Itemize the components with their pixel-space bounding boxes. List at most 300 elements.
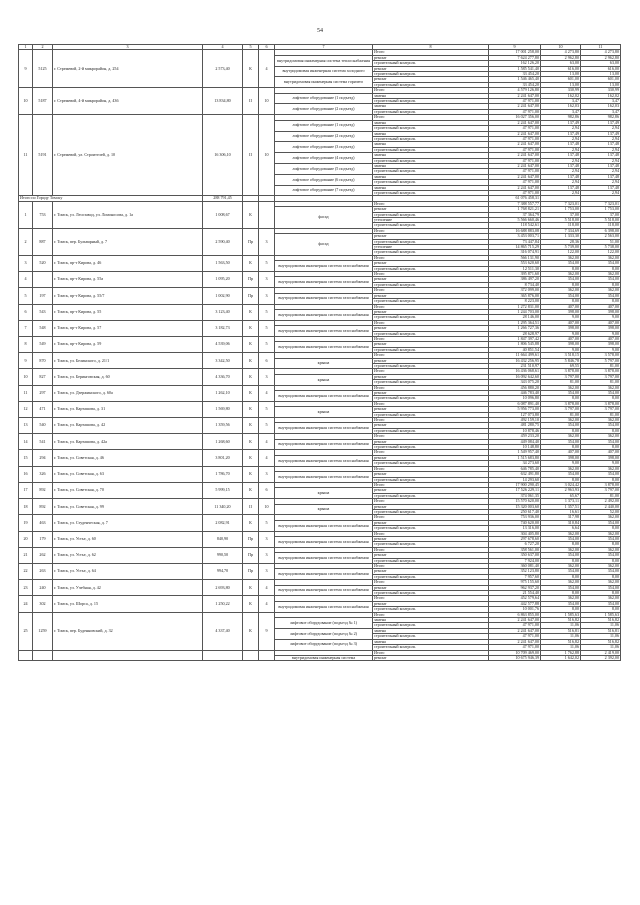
amount-cell: 753 936,00 — [489, 515, 541, 520]
limit-cost-cell: 354,00 — [581, 585, 621, 590]
cost-item-cell: ремонт — [373, 504, 489, 509]
amount-cell: 10 001,76 — [489, 607, 541, 612]
unit-cost-cell: 1 373,11 — [541, 499, 581, 504]
amount-cell: 47 971,00 — [489, 169, 541, 174]
category-cell — [243, 650, 259, 661]
unit-cost-cell: 362,00 — [541, 272, 581, 277]
limit-cost-cell: 407,00 — [581, 320, 621, 325]
amount-cell: 47 971,00 — [489, 126, 541, 131]
cost-item-cell: Итого — [373, 353, 489, 358]
row-number-cell: 13 — [19, 418, 33, 434]
work-type-cell: внутридомовая инженерная система газоснабжения — [275, 277, 373, 288]
row-number-cell: 9 — [19, 50, 33, 88]
floors-cell: 3 — [259, 466, 275, 482]
row-number-cell: 4 — [19, 272, 33, 288]
column-number: 6 — [259, 45, 275, 50]
amount-cell: 1 546 465,40 — [489, 77, 541, 82]
house-id-cell: 5191 — [33, 115, 53, 196]
amount-cell: 449 084,40 — [489, 439, 541, 444]
limit-cost-cell: 8,00 — [581, 282, 621, 287]
cost-item-cell: Итого — [373, 369, 489, 374]
limit-cost-cell: 7 323,01 — [581, 201, 621, 206]
floors-cell: 5 — [259, 401, 275, 417]
limit-cost-cell: 616,00 — [581, 66, 621, 71]
cost-item-cell: утепление — [373, 218, 489, 223]
house-id-cell: 297 — [33, 385, 53, 401]
category-cell: II — [243, 88, 259, 115]
unit-cost-cell: 137,48 — [541, 174, 581, 179]
unit-cost-cell: 37,00 — [541, 212, 581, 217]
work-type-cell: внутридомовая инженерная система газоснабжения — [275, 455, 373, 466]
floors-cell: 4 — [259, 434, 275, 450]
limit-cost-cell: 162,03 — [581, 104, 621, 109]
house-id-cell — [33, 650, 53, 661]
cost-item-cell: ремонт — [373, 234, 489, 239]
row-number-cell: 10 — [19, 88, 33, 115]
cost-item-cell: строительный контроль — [373, 623, 489, 628]
cost-item-cell: строительный контроль — [373, 574, 489, 579]
limit-cost-cell: 362,00 — [581, 515, 621, 520]
cost-item-cell: строительный контроль — [373, 190, 489, 195]
cost-item-cell: строительный контроль — [373, 82, 489, 87]
house-id-cell: 197 — [33, 288, 53, 304]
work-type-cell: лифтовое оборудование (1 подъезд) — [275, 93, 373, 104]
category-cell: Пр — [243, 228, 259, 255]
work-type-cell: внутридомовая инженерная система холодного — [275, 66, 373, 77]
unit-cost-cell: 8,00 — [541, 396, 581, 401]
amount-cell: 28 628,97 — [489, 331, 541, 336]
amount-cell: 231 510,97 — [489, 363, 541, 368]
amount-cell: 17 001 258,00 — [489, 50, 541, 55]
amount-cell: 2 241 647,00 — [489, 639, 541, 644]
limit-cost-cell: 162,02 — [581, 93, 621, 98]
limit-cost-cell: 137,49 — [581, 120, 621, 125]
cost-item-cell: Итого — [373, 547, 489, 552]
cost-item-cell: ремонт — [373, 293, 489, 298]
area-cell: 1 002,90 — [203, 288, 243, 304]
amount-cell: 481 280,75 — [489, 423, 541, 428]
address-cell: г. Стрежевой, 4-й микрорайон, д. 436 — [53, 88, 203, 115]
amount-cell: 40 851,54 — [489, 347, 541, 352]
amount-cell: 2 241 647,00 — [489, 93, 541, 98]
row-number-cell: 19 — [19, 515, 33, 531]
limit-cost-cell: 2 962,80 — [581, 55, 621, 60]
cost-item-cell: строительный контроль — [373, 136, 489, 141]
work-type-cell: лифтовое оборудование (подъезд № 1) — [275, 618, 373, 629]
cost-item-cell: строительный контроль — [373, 158, 489, 163]
house-id-cell: 887 — [33, 228, 53, 255]
unit-cost-cell: 81,00 — [541, 380, 581, 385]
unit-cost-cell: 7 334,69 — [541, 228, 581, 233]
limit-cost-cell: 354,00 — [581, 520, 621, 525]
amount-cell: 456 880,20 — [489, 385, 541, 390]
limit-cost-cell: 5 518,00 — [581, 218, 621, 223]
area-cell: 2 573,40 — [203, 50, 243, 88]
limit-cost-cell: 2,94 — [581, 136, 621, 141]
cost-item-cell: строительный контроль — [373, 99, 489, 104]
house-id-cell: 471 — [33, 401, 53, 417]
row-number-cell: 5 — [19, 288, 33, 304]
area-cell: 994,70 — [203, 564, 243, 580]
house-id-cell: 262 — [33, 547, 53, 563]
unit-cost-cell: 5 846,78 — [541, 358, 581, 363]
amount-cell: 386 497,20 — [489, 277, 541, 282]
limit-cost-cell: 3 878,00 — [581, 401, 621, 406]
limit-cost-cell: 362,00 — [581, 434, 621, 439]
cost-item-cell: строительный контроль — [373, 493, 489, 498]
unit-cost-cell: 3 797,00 — [541, 407, 581, 412]
work-type-cell: фасад — [275, 207, 373, 229]
cost-item-cell: ремонт — [373, 553, 489, 558]
category-cell: К — [243, 596, 259, 612]
amount-cell: 47 971,00 — [489, 109, 541, 114]
house-id-cell: 541 — [33, 434, 53, 450]
unit-cost-cell: 354,00 — [541, 585, 581, 590]
work-type-cell: фасад — [275, 234, 373, 256]
limit-cost-cell: 2,94 — [581, 126, 621, 131]
work-type-cell: внутридомовая инженерная система газоснабжения — [275, 601, 373, 612]
area-cell: 4 539,06 — [203, 336, 243, 352]
unit-cost-cell: 162,03 — [541, 104, 581, 109]
unit-cost-cell: 13,00 — [541, 82, 581, 87]
category-cell: К — [243, 434, 259, 450]
address-cell: г. Томск, ул. Устье, д. 62 — [53, 547, 203, 563]
column-number: 9 — [489, 45, 541, 50]
amount-cell: 2 241 647,00 — [489, 104, 541, 109]
limit-cost-cell: 362,00 — [581, 531, 621, 536]
unit-cost-cell: 8,00 — [541, 574, 581, 579]
unit-cost-cell: 3 024,42 — [541, 482, 581, 487]
amount-cell: 34 273,60 — [489, 461, 541, 466]
cost-item-cell: Итого — [373, 418, 489, 423]
amount-cell: 47 971,00 — [489, 136, 541, 141]
unit-cost-cell: 407,00 — [541, 450, 581, 455]
limit-cost-cell: 9,00 — [581, 315, 621, 320]
limit-cost-cell: 81,00 — [581, 380, 621, 385]
unit-cost-cell: 354,00 — [541, 536, 581, 541]
limit-cost-cell: 2 440,00 — [581, 504, 621, 509]
unit-cost-cell: 362,00 — [541, 596, 581, 601]
amount-cell: 10 878,46 — [489, 428, 541, 433]
cost-item-cell: Итого — [373, 88, 489, 93]
amount-cell: 17 900 290,45 — [489, 482, 541, 487]
floors-cell: 10 — [259, 115, 275, 196]
limit-cost-cell: 2 563,00 — [581, 234, 621, 239]
cost-item-cell: Итого — [373, 272, 489, 277]
unit-cost-cell: 407,00 — [541, 304, 581, 309]
cost-item-cell: замена — [373, 142, 489, 147]
unit-cost-cell: 137,49 — [541, 120, 581, 125]
limit-cost-cell: 52,00 — [581, 509, 621, 514]
limit-cost-cell: 354,00 — [581, 601, 621, 606]
cost-item-cell: строительный контроль — [373, 428, 489, 433]
work-type-cell: лифтовое оборудование (5 подъезд) — [275, 163, 373, 174]
column-number: 7 — [275, 45, 373, 50]
work-type-cell: внутридомовая инженерная система газоснабжения — [275, 423, 373, 434]
area-cell: 1 250,22 — [203, 596, 243, 612]
limit-cost-cell: 2 392,00 — [581, 655, 621, 660]
cost-item-cell: Итого — [373, 466, 489, 471]
cost-item-cell: утепление — [373, 245, 489, 250]
house-id-cell: 549 — [33, 336, 53, 352]
cost-item-cell: ремонт — [373, 66, 489, 71]
amount-cell: 16 432 256,95 — [489, 358, 541, 363]
cost-item-cell: Итого — [373, 564, 489, 569]
limit-cost-cell: 137,48 — [581, 142, 621, 147]
cost-item-cell: Итого — [373, 580, 489, 585]
unit-cost-cell: 354,00 — [541, 293, 581, 298]
house-id-cell: 5187 — [33, 88, 53, 115]
limit-cost-cell: 13,00 — [581, 72, 621, 77]
area-cell: 1 095,20 — [203, 272, 243, 288]
amount-cell: 33 454,20 — [489, 82, 541, 87]
floors-cell: 3 — [259, 369, 275, 385]
column-number: 10 — [541, 45, 581, 50]
limit-cost-cell: 3,47 — [581, 99, 621, 104]
work-type-cell: внутридомовая инженерная система газоснабжения — [275, 553, 373, 564]
work-type-cell: лифтовое оборудование (2 подъезд) — [275, 131, 373, 142]
limit-cost-cell: 982,86 — [581, 115, 621, 120]
cost-item-cell: Итого — [373, 515, 489, 520]
work-type-cell: внутридомовая инженерная система газоснабжения — [275, 293, 373, 304]
area-cell: 3 801,20 — [203, 450, 243, 466]
limit-cost-cell: 63,00 — [581, 61, 621, 66]
work-type-cell: внутридомовая инженерная система газоснабжения — [275, 472, 373, 483]
limit-cost-cell: 516,82 — [581, 618, 621, 623]
unit-cost-cell: 137,48 — [541, 142, 581, 147]
cost-item-cell: строительный контроль — [373, 223, 489, 228]
cost-item-cell: строительный контроль — [373, 169, 489, 174]
floors-cell: 5 — [259, 336, 275, 352]
amount-cell: 14 865 715,29 — [489, 245, 541, 250]
house-id-cell: 463 — [33, 515, 53, 531]
cost-item-cell: ремонт — [373, 407, 489, 412]
amount-cell: 1 244 703,00 — [489, 309, 541, 314]
row-number-cell: 20 — [19, 531, 33, 547]
work-type-cell: внутридомовая инженерная система газоснабжения — [275, 520, 373, 531]
cost-item-cell: ремонт — [373, 423, 489, 428]
cost-item-cell: Итого — [373, 531, 489, 536]
unit-cost-cell: 11,06 — [541, 645, 581, 650]
area-cell: 990,50 — [203, 547, 243, 563]
column-number: 11 — [581, 45, 621, 50]
category-cell: К — [243, 353, 259, 369]
limit-cost-cell: 398,00 — [581, 455, 621, 460]
floors-cell — [259, 650, 275, 661]
work-type-cell: внутридомовая инженерная система теплоснабжения — [275, 55, 373, 66]
cost-item-cell: строительный контроль — [373, 526, 489, 531]
floors-cell: 6 — [259, 353, 275, 369]
row-number-cell: 17 — [19, 482, 33, 498]
limit-cost-cell: 137,49 — [581, 131, 621, 136]
unit-cost-cell: 65,67 — [541, 493, 581, 498]
floors-cell: 10 — [259, 88, 275, 115]
limit-cost-cell: 398,00 — [581, 326, 621, 331]
area-cell: 1 786,70 — [203, 466, 243, 482]
amount-cell: 7 957,60 — [489, 574, 541, 579]
amount-cell: 352 123,80 — [489, 569, 541, 574]
unit-cost-cell: 398,00 — [541, 309, 581, 314]
unit-cost-cell: 362,00 — [541, 418, 581, 423]
limit-cost-cell: 137,48 — [581, 163, 621, 168]
floors-cell: 5 — [259, 255, 275, 271]
amount-cell: 1 515 683,80 — [489, 455, 541, 460]
floors-cell: 3 — [259, 272, 275, 288]
cost-item-cell: Итого — [373, 482, 489, 487]
row-number-cell: 15 — [19, 450, 33, 466]
cost-item-cell: ремонт — [373, 520, 489, 525]
limit-cost-cell: 1 753,00 — [581, 207, 621, 212]
category-cell: К — [243, 450, 259, 466]
limit-cost-cell: 8,00 — [581, 542, 621, 547]
cost-item-cell: Итого — [373, 650, 489, 655]
amount-cell: 47 971,00 — [489, 645, 541, 650]
limit-cost-cell: 2,94 — [581, 147, 621, 152]
cost-item-cell: Итого — [373, 499, 489, 504]
category-cell: Пр — [243, 564, 259, 580]
limit-cost-cell: 362,00 — [581, 418, 621, 423]
amount-cell: 16 092 642,60 — [489, 374, 541, 379]
floors-cell: 3 — [259, 288, 275, 304]
address-cell — [53, 650, 203, 661]
unit-cost-cell: 8,00 — [541, 428, 581, 433]
unit-cost-cell: 354,00 — [541, 423, 581, 428]
address-cell: г. Томск, пр-т Кирова, д. 55/7 — [53, 288, 203, 304]
unit-cost-cell: 13,00 — [541, 72, 581, 77]
area-cell: 3 342,50 — [203, 353, 243, 369]
amount-cell: 162 126,20 — [489, 61, 541, 66]
unit-cost-cell: 330,99 — [541, 88, 581, 93]
cost-item-cell: Итого — [373, 336, 489, 341]
amount-cell: 395 871,60 — [489, 272, 541, 277]
row-number-cell: 25 — [19, 612, 33, 650]
work-type-cell: внутридомовая инженерная система газоснабжения — [275, 439, 373, 450]
area-cell: 2 693,80 — [203, 580, 243, 596]
unit-cost-cell: 11,06 — [541, 634, 581, 639]
unit-cost-cell: 516,82 — [541, 618, 581, 623]
floors-cell: 9 — [259, 612, 275, 650]
floors-cell: 3 — [259, 547, 275, 563]
unit-cost-cell: 2,94 — [541, 158, 581, 163]
category-cell: К — [243, 482, 259, 498]
area-cell: 4 337,40 — [203, 612, 243, 650]
limit-cost-cell: 3 878,00 — [581, 482, 621, 487]
unit-cost-cell: 362,00 — [541, 466, 581, 471]
unit-cost-cell: 354,00 — [541, 439, 581, 444]
unit-cost-cell: 3 797,00 — [541, 374, 581, 379]
cost-item-cell: ремонт — [373, 472, 489, 477]
unit-cost-cell: 137,48 — [541, 185, 581, 190]
amount-cell: 358 561,00 — [489, 547, 541, 552]
amount-cell: 12 511,30 — [489, 266, 541, 271]
amount-cell: 8 734,40 — [489, 282, 541, 287]
limit-cost-cell: 3 578,00 — [581, 353, 621, 358]
cost-item-cell: Итого — [373, 401, 489, 406]
limit-cost-cell: 1 585,63 — [581, 612, 621, 617]
unit-cost-cell: 362,00 — [541, 547, 581, 552]
cost-item-cell: ремонт — [373, 358, 489, 363]
category-cell: К — [243, 515, 259, 531]
amount-cell: 350 637,00 — [489, 553, 541, 558]
area-cell: 840,90 — [203, 531, 243, 547]
limit-cost-cell: 330,99 — [581, 88, 621, 93]
amount-cell: 47 971,00 — [489, 147, 541, 152]
floors-cell — [259, 201, 275, 228]
cost-item-cell: замена — [373, 163, 489, 168]
unit-cost-cell: 5 518,00 — [541, 218, 581, 223]
cost-item-cell: строительный контроль — [373, 558, 489, 563]
amount-cell: 316 074,91 — [489, 250, 541, 255]
cost-item-cell: строительный контроль — [373, 147, 489, 152]
limit-cost-cell: 407,00 — [581, 336, 621, 341]
cost-item-cell: замена — [373, 174, 489, 179]
unit-cost-cell: 354,00 — [541, 391, 581, 396]
limit-cost-cell: 354,00 — [581, 423, 621, 428]
cost-item-cell: строительный контроль — [373, 363, 489, 368]
house-id-cell: 753 — [33, 201, 53, 228]
unit-cost-cell: 137,48 — [541, 163, 581, 168]
cost-item-cell: ремонт — [373, 439, 489, 444]
cost-item-cell: Итого — [373, 304, 489, 309]
unit-cost-cell: 616,00 — [541, 66, 581, 71]
unit-cost-cell: 8,00 — [541, 558, 581, 563]
unit-cost-cell: 5 739,00 — [541, 245, 581, 250]
column-number: 1 — [19, 45, 33, 50]
amount-cell: 975 155,60 — [489, 580, 541, 585]
work-type-cell: лифтовое оборудование (1 подъезд) — [275, 120, 373, 131]
amount-cell: 6 087 891,40 — [489, 401, 541, 406]
address-cell: г. Стрежевой, 2-й микрорайон, д. 254 — [53, 50, 203, 88]
cost-item-cell: строительный контроль — [373, 380, 489, 385]
unit-cost-cell: 354,00 — [541, 277, 581, 282]
amount-cell: 1 272 831,00 — [489, 304, 541, 309]
limit-cost-cell: 122,00 — [581, 250, 621, 255]
cost-item-cell: Итого — [373, 115, 489, 120]
amount-cell: 4 579 126,80 — [489, 88, 541, 93]
amount-cell: 492 159,10 — [489, 418, 541, 423]
category-cell: К — [243, 320, 259, 336]
unit-cost-cell: 8,00 — [541, 591, 581, 596]
area-cell: 16 306,10 — [203, 115, 243, 196]
cost-item-cell: строительный контроль — [373, 61, 489, 66]
address-cell: г. Томск, ул. Карташова, д. 31 — [53, 401, 203, 417]
amount-cell: 2 241 647,00 — [489, 153, 541, 158]
work-type-cell: лифтовое оборудование (2 подъезд) — [275, 104, 373, 115]
limit-cost-cell: 354,00 — [581, 569, 621, 574]
area-cell: 1 563,50 — [203, 255, 243, 271]
cost-item-cell: ремонт — [373, 391, 489, 396]
unit-cost-cell: 362,00 — [541, 434, 581, 439]
category-cell: К — [243, 385, 259, 401]
amount-cell: 553 620,60 — [489, 261, 541, 266]
category-cell: К — [243, 401, 259, 417]
unit-cost-cell: 137,49 — [541, 131, 581, 136]
work-type-cell: лифтовое оборудование (6 подъезд) — [275, 174, 373, 185]
address-cell: г. Стрежевой, ул. Строителей, д. 10 — [53, 115, 203, 196]
cost-item-cell: строительный контроль — [373, 109, 489, 114]
amount-cell: 304 405,80 — [489, 531, 541, 536]
unit-cost-cell: 516,82 — [541, 639, 581, 644]
limit-cost-cell: 8,00 — [581, 526, 621, 531]
house-id-cell — [33, 272, 53, 288]
cost-item-cell: ремонт — [373, 569, 489, 574]
amount-cell: 442 577,88 — [489, 601, 541, 606]
amount-cell: 740 620,00 — [489, 520, 541, 525]
limit-cost-cell: 137,48 — [581, 174, 621, 179]
area-cell: 5 999,15 — [203, 482, 243, 498]
amount-cell: 5 566 660,46 — [489, 218, 541, 223]
amount-cell: 37 364,79 — [489, 212, 541, 217]
